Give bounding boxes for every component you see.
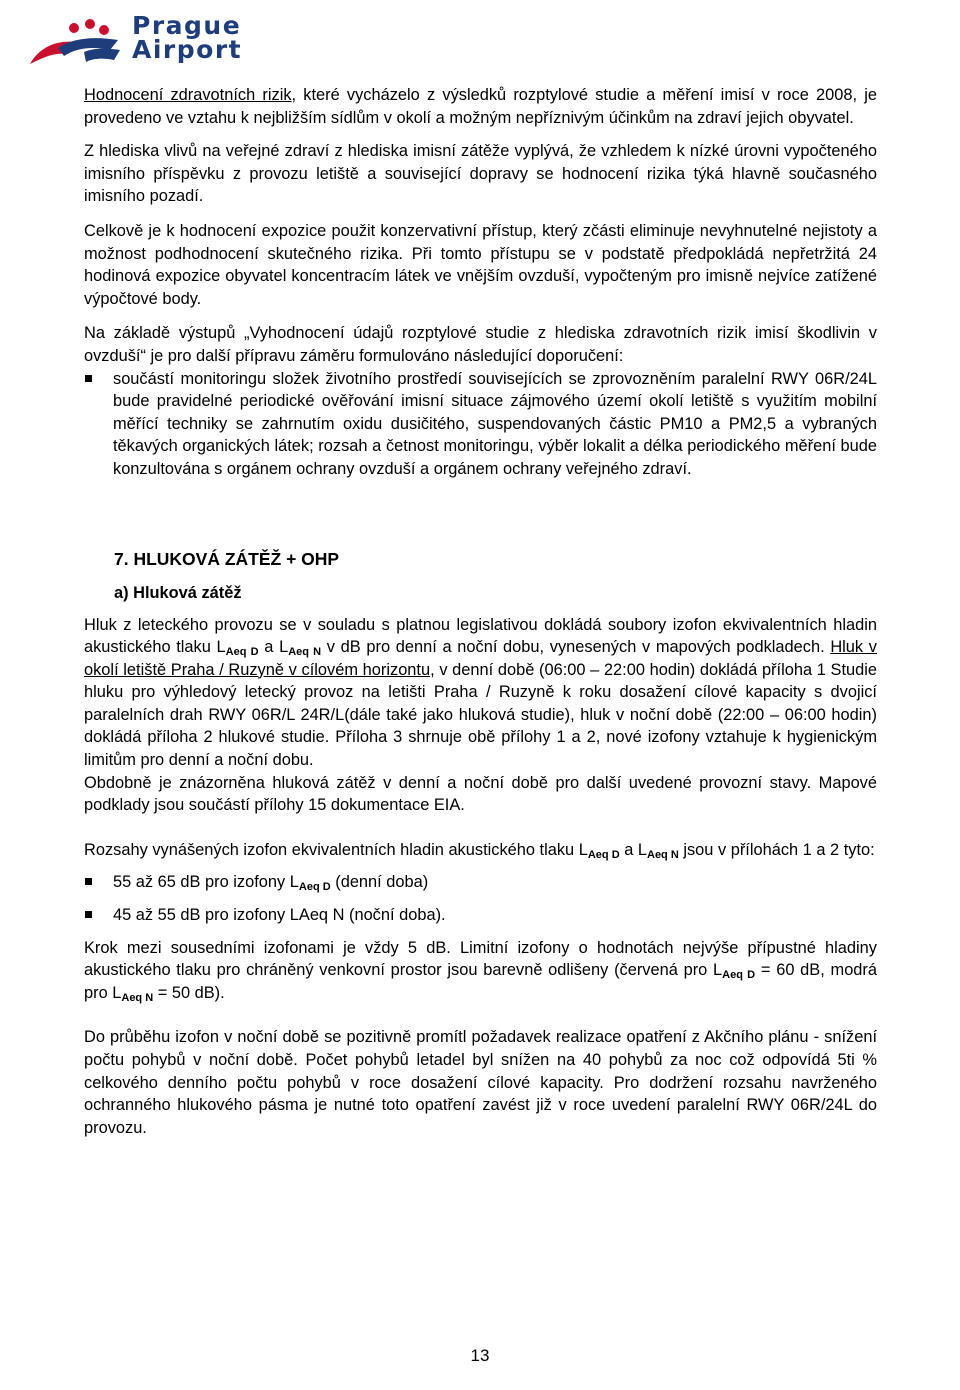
subscript-aeq-n: Aeq N: [121, 991, 154, 1004]
paragraph-exposure: Celkově je k hodnocení expozice použit konzervativní přístup, který zčásti eliminuje nevyhnutelné nejistoty a možnost podhodnocení skutečného rizika. Při tomto přístupu se v podstatě předpokládá nepřetržitá 24 hodinová expozice obyvatel koncentracím látek ve vnějším ovzduší, vypočteným pro imisně nejvíce zatížené výpočtové body.: [84, 221, 877, 308]
list-item: [84, 871, 877, 894]
subscript-aeq-d: Aeq D: [225, 646, 259, 659]
symbol-l: L: [637, 840, 647, 859]
paragraph-noise-isophones: [84, 614, 877, 772]
paragraph-health-risks-text: , které vycházelo z výsledků rozptylové studie a měření imisí v roce 2008, je provedeno ve vztahu k nejbližším sídlům v okolí a možným nepříznivým účinkům na zdraví jejich obyvatel.: [84, 86, 877, 127]
document-body: [84, 84, 877, 1139]
recommendation-list: [84, 368, 877, 481]
subsection-heading: a) Hluková zátěž: [114, 583, 242, 602]
section-heading: 7. HLUKOVÁ ZÁTĚŽ + OHP: [114, 548, 340, 569]
paragraph-night-isophones: Do průběhu izofon v noční době se pozitivně promítl požadavek realizace opatření z Akčního plánu - snížení počtu pohybů v noční době. Počet pohybů letadel byl snížen na 40 pohybů za noc což odpovídá 5ti % celkového denního počtu pohybů v roce dosažení cílové kapacity. Pro dodržení rozsahu navrženého ochranného hlukového pásma je nutné toto opatření zavést již v roce uvedení paralelní RWY 06R/24L do provozu.: [84, 1028, 877, 1137]
paragraph-public-health: Z hlediska vlivů na veřejné zdraví z hlediska imisní zátěže vyplývá, že vzhledem k nízké úrovni vypočteného imisního příspěvku z provozu letiště a související dopravy se hodnocení rizika týká hlavně současného imisního pozadí.: [84, 142, 877, 206]
text-span: (denní doba): [330, 873, 429, 892]
health-risks-link: Hodnocení zdravotních rizik: [84, 86, 292, 104]
paragraph-recommendation: Na základě výstupů „Vyhodnocení údajů rozptylové studie z hlediska zdravotních rizik imisí škodlivin v ovzduší“ je pro další přípravu záměru formulováno následující doporučení:: [84, 324, 877, 365]
page-number: 13: [470, 1346, 490, 1365]
list-item: 45 až 55 dB pro izofony LAeq N (noční doba).: [84, 904, 877, 927]
list-item: součástí monitoringu složek životního prostředí souvisejících se zprovozněním paralelní RWY 06R/24L bude pravidelné periodické ověřování imisní situace zájmového území okolí letiště s využitím mobilní měřící techniky se zahrnutím oxidu dusičitého, suspendovaných částic PM10 a PM2,5 a vybraných těkavých organických látek; rozsah a četnost monitoringu, výběr lokalit a délka periodického měření bude konzultována s orgánem ochrany ovzduší a orgánem ochrany veřejného zdraví.: [84, 368, 877, 481]
text-span: jsou v přílohách 1 a 2 tyto:: [678, 840, 875, 859]
airport-logo-icon: [28, 18, 128, 70]
symbol-l: L: [216, 638, 226, 657]
symbol-l: L: [713, 961, 723, 980]
text-span: Krok mezi sousedními izofonami je vždy 5 dB. Limitní izofony o hodnotách nejvýše přípustné hladiny akustického tlaku pro chráněný venkovní prostor jsou barevně odlišeny (červená pro: [84, 938, 877, 980]
subscript-aeq-d: Aeq D: [298, 881, 331, 894]
symbol-l: L: [112, 983, 122, 1002]
text-span: , v denní době (06:00 – 22:00 hodin) dokládá příloha 1 Studie hluku pro výhledový letecký provoz na letišti Praha / Ruzyně k roku dosažení cílové kapacity s dvojicí paralelních drah RWY 06R/L 24R/L(dále také jako hluková studie), hluk v noční době (22:00 – 06:00 hodin) dokládá příloha 2 hlukové studie. Příloha 3 shrnuje obě přílohy 1 a 2, nové izofony vztahuje k hygienickým limitům pro denní a noční dobu.: [84, 660, 877, 770]
symbol-l: L: [279, 638, 289, 657]
paragraph-similarly: Obdobně je znázorněna hluková zátěž v denní a noční době pro další uvedené provozní stavy. Mapové podklady jsou součástí přílohy 15 dokumentace EIA.: [84, 773, 877, 815]
paragraph-isophone-step: [84, 937, 877, 1005]
text-span: = 60 dB, modrá pro: [84, 961, 877, 1002]
paragraph-isophone-ranges: [84, 839, 877, 862]
isophone-range-list: [84, 871, 877, 926]
symbol-l: L: [578, 840, 588, 859]
text-span: a: [619, 840, 638, 859]
subscript-aeq-d: Aeq D: [722, 969, 756, 982]
text-span: v dB pro denní a noční dobu, vynesených v mapových podkladech.: [321, 638, 831, 657]
text-span: 55 až 65 dB pro izofony: [113, 873, 290, 892]
text-span: a: [258, 638, 280, 657]
paragraph-health-risks: [84, 84, 877, 129]
subscript-aeq-n: Aeq N: [647, 848, 679, 861]
subscript-aeq-d: Aeq D: [587, 848, 620, 861]
prague-airport-logo: [28, 11, 278, 70]
subscript-aeq-n: Aeq N: [288, 646, 322, 659]
logo-wordmark: [132, 11, 243, 64]
logo-line-airport: Airport: [132, 35, 243, 64]
text-span: = 50 dB).: [153, 983, 225, 1002]
text-span: Hluk z leteckého provozu se v souladu s platnou legislativou dokládá soubory izofon ekvivalentních hladin akustického tlaku: [84, 615, 877, 657]
noise-horizon-link: Hluk v okolí letiště Praha / Ruzyně v cílovém horizontu: [84, 638, 877, 679]
symbol-l: L: [289, 873, 299, 892]
text-span: Rozsahy vynášených izofon ekvivalentních hladin akustického tlaku: [84, 840, 579, 859]
logo-line-prague: Prague: [132, 11, 242, 40]
